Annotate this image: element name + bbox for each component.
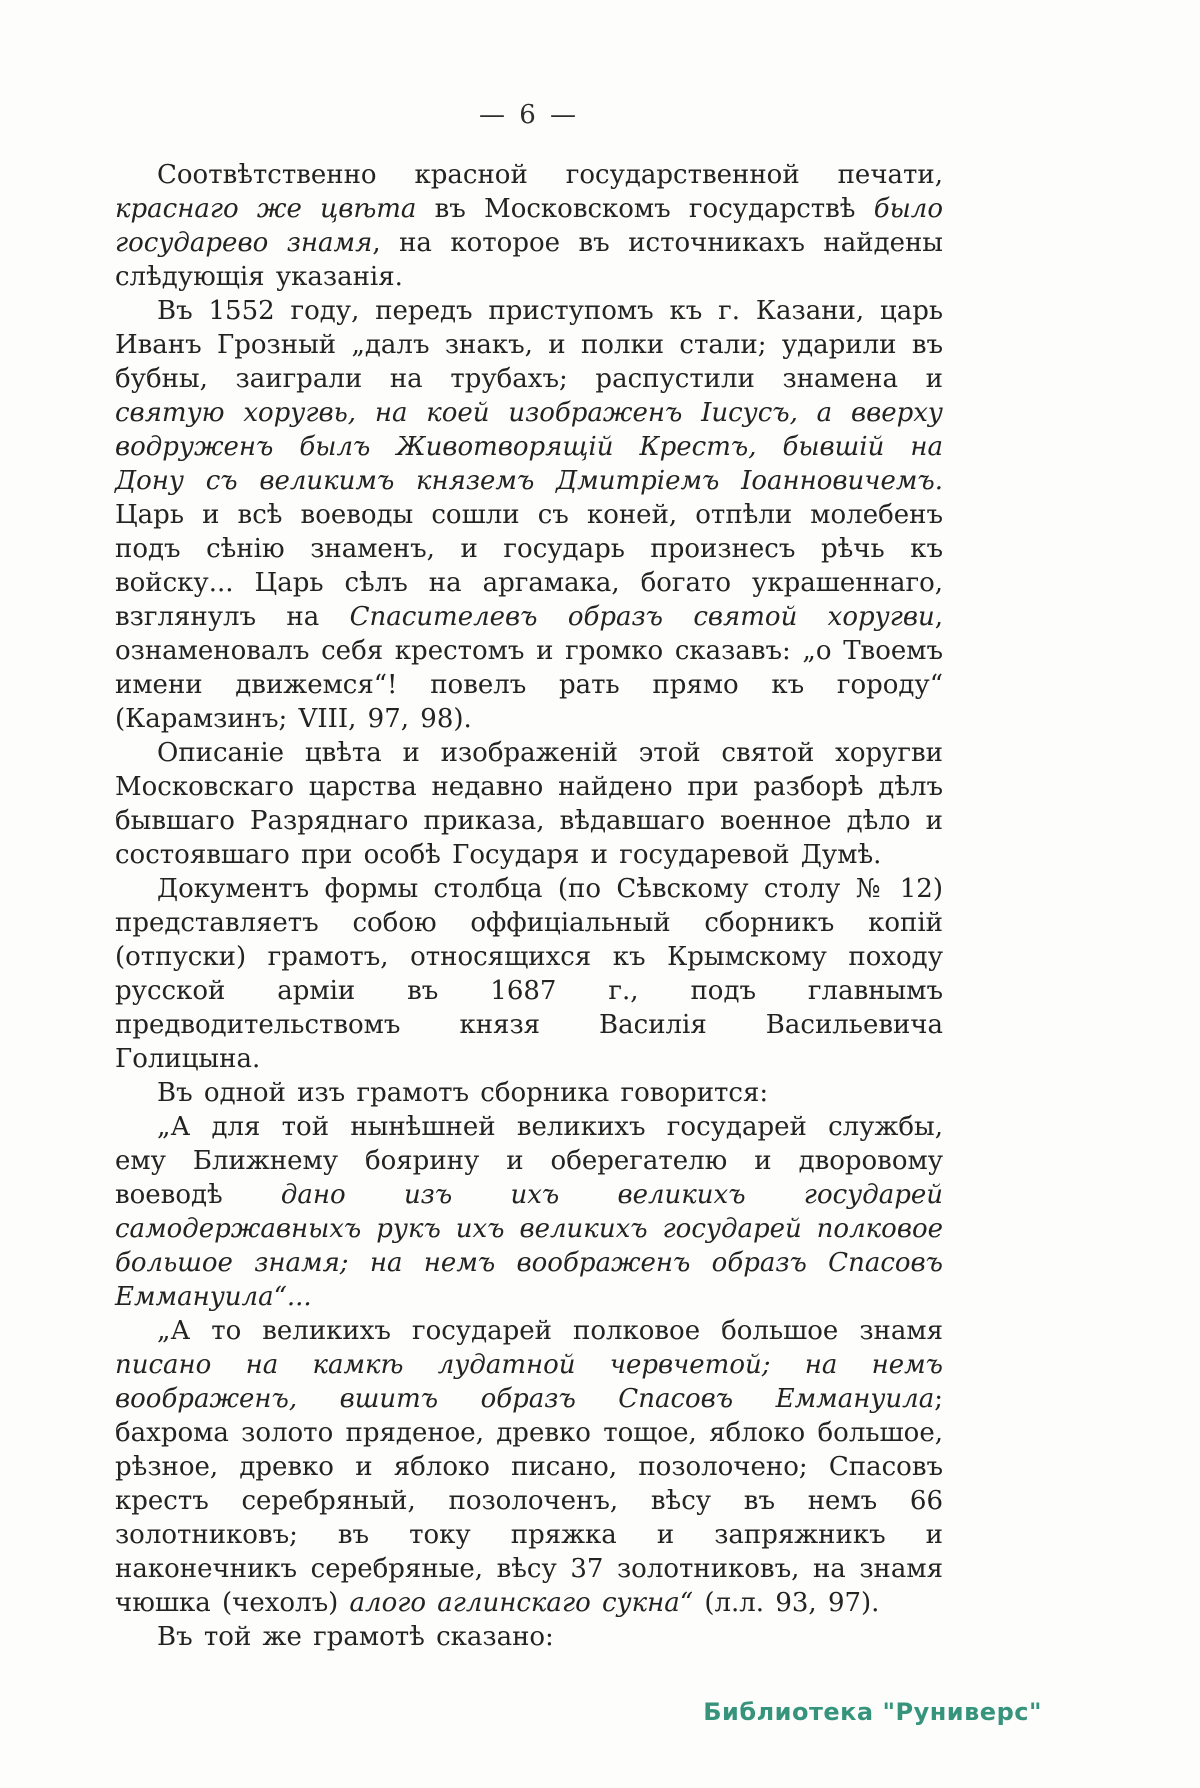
page-number: — 6 —	[478, 100, 580, 130]
italic-text-run: дано изъ ихъ великихъ государей самодержавныхъ рукъ ихъ великихъ государей полковое большое знамя; на немъ воображенъ образъ Спасовъ Еммануила“...	[115, 1180, 943, 1312]
text-run: Соотвѣтственно красной государственной печати,	[157, 160, 943, 190]
text-run: , ознаменовалъ себя крестомъ и громко сказавъ: „о Твоемъ имени движемся“! повелъ рать прямо къ городу“ (Карамзинъ; VIII, 97, 98).	[115, 602, 944, 734]
text-run: ; бахрома золото пряденое, древко тощое, яблоко большое, рѣзное, древко и яблоко писано, позолочено; Спасовъ крестъ серебряный, позолоченъ, вѣсу въ немъ 66 золотниковъ; въ току пряжка и запряжникъ и наконечникъ серебряные, вѣсу 37 золотниковъ, на знамя чюшка (чехолъ)	[115, 1384, 943, 1618]
paragraph	[115, 1620, 943, 1654]
paragraph	[115, 1314, 943, 1620]
library-watermark: Библиотека "Руниверс"	[703, 1698, 1042, 1726]
body-text-block	[115, 158, 943, 1654]
italic-text-run: краснаго же цвѣта	[115, 194, 417, 224]
text-run: „А для той нынѣшней великихъ государей службы, ему Ближнему боярину и оберегателю и дворовому воеводѣ	[115, 1112, 943, 1210]
italic-text-run: Спасителевъ образъ святой хоругви	[349, 602, 935, 632]
text-run: „А то великихъ государей полковое большое знамя	[157, 1316, 943, 1346]
italic-text-run: алого аглинскаго сукна“	[349, 1588, 694, 1618]
text-run: (л.л. 93, 97).	[693, 1588, 880, 1618]
text-run: Въ 1552 году, передъ приступомъ къ г. Казани, царь Иванъ Грозный „далъ знакъ, и полки стали; ударили въ бубны, заиграли на трубахъ; распустили знамена и	[115, 296, 943, 394]
paragraph	[115, 872, 943, 1076]
scanned-book-page	[115, 100, 943, 1654]
text-run: въ Московскомъ государствѣ	[416, 194, 874, 224]
paragraph	[115, 1110, 943, 1314]
italic-text-run: было государево знамя	[115, 194, 943, 258]
text-run: Въ одной изъ грамотъ сборника говорится:	[157, 1078, 769, 1108]
text-run: , на которое въ источникахъ найдены слѣдующія указанія.	[115, 228, 944, 292]
italic-text-run: святую хоругвь, на коей изображенъ Іисусъ, а вверху водруженъ былъ Животворящій Крестъ, бывшій на Дону съ великимъ княземъ Дмитріемъ Іоанновичемъ.	[115, 398, 943, 496]
paragraph	[115, 1076, 943, 1110]
text-run: Документъ формы столбца (по Сѣвскому столу № 12) представляетъ собою оффиціальный сборникъ копій (отпуски) грамотъ, относящихся къ Крымскому походу русской арміи въ 1687 г., подъ главнымъ предводительствомъ князя Василія Васильевича Голицына.	[115, 874, 943, 1074]
text-run: Въ той же грамотѣ сказано:	[157, 1622, 554, 1652]
paragraph	[115, 158, 943, 294]
text-run: Описаніе цвѣта и изображеній этой святой хоругви Московскаго царства недавно найдено при разборѣ дѣлъ бывшаго Разряднаго приказа, вѣдавшаго военное дѣло и состоявшаго при особѣ Государя и государевой Думѣ.	[115, 738, 943, 870]
paragraph	[115, 294, 943, 736]
italic-text-run: писано на камкѣ лудатной червчетой; на немъ воображенъ, вшитъ образъ Спасовъ Еммануила	[115, 1350, 943, 1414]
text-run: Царь и всѣ воеводы сошли съ коней, отпѣли молебенъ подъ сѣнію знаменъ, и государь произнесъ рѣчь къ войску... Царь сѣлъ на аргамака, богато украшеннаго, взглянулъ на	[115, 500, 943, 632]
paragraph	[115, 736, 943, 872]
